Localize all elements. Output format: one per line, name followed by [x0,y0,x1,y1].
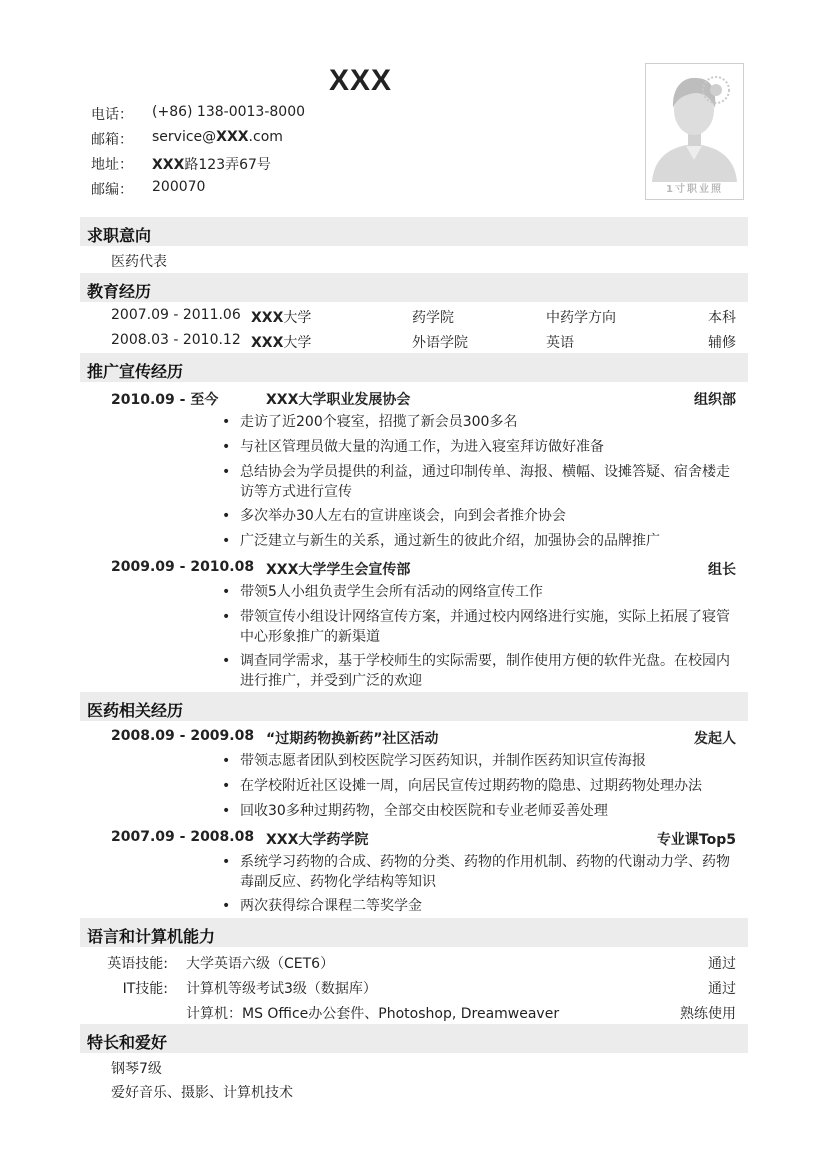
bullet-text: 在学校附近社区设摊一周，向居民宣传过期药物的隐患、过期药物处理办法 [240,778,702,794]
section-objective [80,217,748,246]
bullet-icon: • [222,439,231,455]
zip-label: 邮编： [91,182,133,198]
bullet-text: 两次获得综合课程二等奖学金 [240,898,422,914]
education-period: 2008.03 - 2010.12 [111,332,241,348]
section-title: 特长和爱好 [87,1033,168,1052]
entry-org: “过期药物换新药”社区活动 [266,731,439,747]
address-label: 地址： [91,157,133,173]
phone-label: 电话： [91,107,133,123]
bullet-text: 带领宣传小组设计网络宣传方案，并通过校内网络进行实施，实际上拓展了寝管中心形象推广的新渠道 [240,609,730,645]
entry-org: XXX大学学生会宣传部 [266,562,411,578]
bullet-text: 带领5人小组负责学生会所有活动的网络宣传工作 [240,584,543,600]
education-major: 英语 [546,335,574,351]
bullet-icon: • [222,854,231,870]
bullet-icon: • [222,898,231,914]
bullet-text: 走访了近200个寝室，招揽了新会员300多名 [240,414,518,430]
skill-level: 熟练使用 [680,1006,736,1022]
section-title: 教育经历 [87,282,152,301]
education-period: 2007.09 - 2011.06 [111,307,241,323]
education-school: XXX大学 [251,310,312,326]
email-label: 邮箱： [91,132,133,148]
zip-value: 200070 [152,179,206,195]
address-value: XXX路123弄67号 [152,157,271,173]
skill-level: 通过 [708,981,736,997]
profile-photo [645,63,744,200]
skill-label: 英语技能: [107,956,168,972]
skill-item: 大学英语六级（CET6） [186,956,335,972]
entry-role: 专业课Top5 [656,832,736,848]
education-major: 中药学方向 [546,310,616,326]
bullet-icon: • [222,584,231,600]
bullet-text: 系统学习药物的合成、药物的分类、药物的作用机制、药物的代谢动力学、药物毒副反应、药物化学结构等知识 [240,854,730,890]
education-school: XXX大学 [251,335,312,351]
bullet-text: 广泛建立与新生的关系，通过新生的彼此介绍，加强协会的品牌推广 [240,533,660,549]
bullet-text: 回收30多种过期药物，全部交由校医院和专业老师妥善处理 [240,803,608,819]
education-degree: 辅修 [708,335,736,351]
photo-caption: 1寸职业照 [666,184,723,195]
section-hobbies [80,1024,748,1053]
section-title: 求职意向 [87,226,152,245]
entry-period: 2007.09 - 2008.08 [111,829,255,845]
education-college: 外语学院 [412,335,468,351]
bullet-icon: • [222,414,231,430]
bullet-icon: • [222,753,231,769]
email-value: service@XXX.com [152,129,283,145]
bullet-icon: • [222,508,231,524]
entry-period: 2008.09 - 2009.08 [111,728,255,744]
bullet-icon: • [222,653,231,669]
bullet-text: 带领志愿者团队到校医院学习医药知识，并制作医药知识宣传海报 [240,753,646,769]
section-title: 医药相关经历 [87,701,184,720]
skill-item: 计算机：MS Office办公套件、Photoshop, Dreamweaver [186,1006,560,1022]
hobby-item: 钢琴7级 [111,1061,162,1077]
skill-label: IT技能: [122,981,168,997]
entry-org: XXX大学职业发展协会 [266,392,411,408]
bullet-text: 与社区管理员做大量的沟通工作，为进入寝室拜访做好准备 [240,439,604,455]
entry-role: 组织部 [694,392,736,408]
bullet-text: 多次举办30人左右的宣讲座谈会，向到会者推介协会 [240,508,566,524]
section-title: 语言和计算机能力 [87,927,216,946]
hobby-item: 爱好音乐、摄影、计算机技术 [111,1085,293,1101]
entry-period: 2010.09 - 至今 [111,392,219,408]
education-degree: 本科 [708,310,736,326]
bullet-text: 总结协会为学员提供的利益，通过印制传单、海报、横幅、设摊答疑、宿舍楼走访等方式进行宣传 [240,464,730,500]
skill-item: 计算机等级考试3级（数据库） [186,981,377,997]
section-skills [80,918,748,947]
bullet-text: 调查同学需求，基于学校师生的实际需要，制作使用方便的软件光盘。在校园内进行推广，并受到广泛的欢迎 [240,653,730,689]
section-medical [80,692,748,721]
bullet-icon: • [222,803,231,819]
entry-org: XXX大学药学院 [266,832,369,848]
entry-period: 2009.09 - 2010.08 [111,559,255,575]
skill-level: 通过 [708,956,736,972]
section-title: 推广宣传经历 [87,362,184,381]
entry-role: 组长 [708,562,736,578]
section-promotion [80,353,748,382]
bullet-icon: • [222,778,231,794]
bullet-icon: • [222,464,231,480]
entry-role: 发起人 [694,731,736,747]
section-education [80,273,748,302]
education-college: 药学院 [412,310,454,326]
bullet-icon: • [222,533,231,549]
resume-name: XXX [329,64,393,97]
objective-text: 医药代表 [111,254,167,270]
avatar-placeholder-icon [646,64,743,182]
bullet-icon: • [222,609,231,625]
phone-value: (+86) 138-0013-8000 [152,104,306,120]
